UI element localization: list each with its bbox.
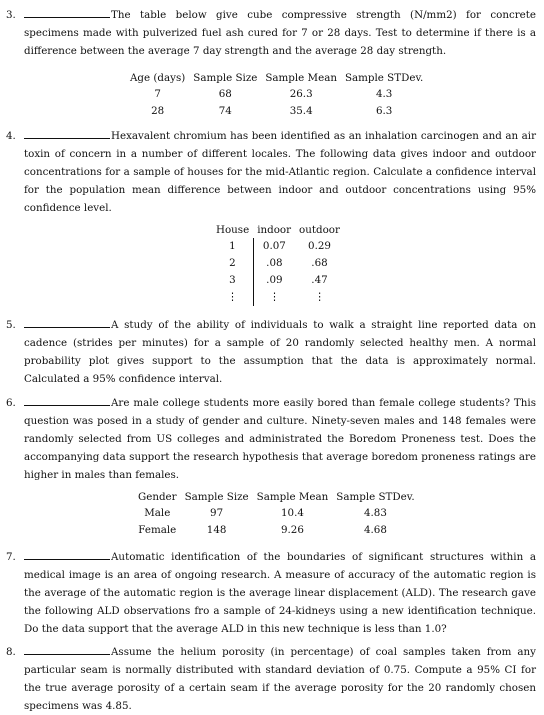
answer-blank[interactable] bbox=[24, 6, 110, 18]
table-row bbox=[126, 103, 427, 120]
table-cell: .68 bbox=[311, 257, 328, 269]
column-header: Age (days) bbox=[130, 72, 186, 84]
table-row bbox=[212, 238, 344, 255]
table-row bbox=[134, 522, 419, 539]
table-cell: 6.3 bbox=[375, 105, 393, 117]
column-header: Sample Mean bbox=[256, 491, 329, 503]
problem-text: Assume the helium porosity (in percentage) of coal samples taken from any particular seam is normally distributed with standard deviation of 0.75. Compute a 95% CI for the true average porosity of a certain seam if the average porosity for the 20 randomly chosen specimens was 4.85. bbox=[24, 646, 536, 712]
problem-7 bbox=[6, 548, 536, 638]
table-cell: 26.3 bbox=[289, 88, 313, 100]
table-row bbox=[212, 255, 344, 272]
problem-body bbox=[24, 6, 536, 60]
problem-body bbox=[24, 548, 536, 638]
problem-body bbox=[24, 394, 536, 484]
table-cell: Male bbox=[144, 507, 171, 519]
table-cell: 0.29 bbox=[308, 240, 331, 252]
column-header: House bbox=[216, 224, 250, 236]
boredom-table bbox=[134, 489, 419, 539]
problem-text: Hexavalent chromium has been identified as an inhalation carcinogen and an air toxin of concern in a number of different locales. The following data gives indoor and outdoor concentrations for a sample of houses for the mid-Atlantic region. Calculate a confidence interval for the population mean difference between indoor and outdoor concentrations using 95% confidence level. bbox=[24, 130, 536, 214]
answer-blank[interactable] bbox=[24, 127, 110, 139]
problem-text: Are male college students more easily bored than female college students? This question was posed in a study of gender and culture. Ninety-seven males and 148 females were randomly selected from US colleges and administrated the Boredom Proneness test. Does the accompanying data support the research hypothesis that average boredom proneness ratings are higher in males than females. bbox=[24, 397, 536, 481]
table-cell: 35.4 bbox=[289, 105, 313, 117]
problem-body bbox=[24, 643, 536, 715]
problem-text: Automatic identification of the boundaries of significant structures within a medical image is an area of ongoing research. A measure of accuracy of the automatic region is the average of the automatic region is the average linear displacement (ALD). The research gave the following ALD observations fro a sample of 24-kidneys using a new identification technique. Do the data support that the average ALD in this new technique is less than 1.0? bbox=[24, 551, 536, 635]
table-cell: 97 bbox=[210, 507, 224, 519]
table-cell: .08 bbox=[266, 257, 283, 269]
table-cell: 4.68 bbox=[363, 524, 387, 536]
answer-blank[interactable] bbox=[24, 316, 110, 328]
table-cell: 1 bbox=[212, 238, 253, 255]
column-header: Sample STDev. bbox=[336, 491, 415, 503]
chromium-table bbox=[212, 222, 344, 306]
table-cell: 4.3 bbox=[375, 88, 393, 100]
problem-number: 4. bbox=[6, 130, 16, 142]
problem-6 bbox=[6, 394, 536, 484]
answer-blank[interactable] bbox=[24, 548, 110, 560]
problem-8 bbox=[6, 643, 536, 715]
problem-number: 7. bbox=[6, 551, 16, 563]
table-cell: 10.4 bbox=[280, 507, 304, 519]
column-header: Gender bbox=[138, 491, 177, 503]
table-cell: 0.07 bbox=[262, 240, 286, 252]
table-cell: .47 bbox=[311, 274, 328, 286]
problem-text: A study of the ability of individuals to walk a straight line reported data on cadence (strides per minutes) for a sample of 20 randomly selected healthy men. A normal probability plot gives support to the assumption that the data is approximately normal. Calculated a 95% confidence interval. bbox=[24, 319, 536, 385]
table-cell: Female bbox=[138, 524, 177, 536]
table-cell: 28 bbox=[151, 105, 165, 117]
problem-5 bbox=[6, 316, 536, 388]
table-cell: .09 bbox=[266, 274, 283, 286]
problem-number: 8. bbox=[6, 646, 16, 658]
table-cell: ⋮ bbox=[314, 291, 325, 303]
problem-body bbox=[24, 127, 536, 217]
problem-number: 3. bbox=[6, 9, 16, 21]
problem-3 bbox=[6, 6, 536, 60]
column-header: Sample Size bbox=[184, 491, 249, 503]
table-cell: ⋮ bbox=[212, 289, 253, 306]
problem-body bbox=[24, 316, 536, 388]
table-cell: 7 bbox=[154, 88, 161, 100]
table-cell: 74 bbox=[218, 105, 232, 117]
table-cell: 2 bbox=[212, 255, 253, 272]
table-row bbox=[126, 86, 427, 103]
answer-blank[interactable] bbox=[24, 643, 110, 655]
table-cell: 3 bbox=[212, 272, 253, 289]
answer-blank[interactable] bbox=[24, 394, 110, 406]
table-row bbox=[212, 289, 344, 306]
problem-number: 6. bbox=[6, 397, 16, 409]
table-cell: ⋮ bbox=[269, 291, 280, 303]
table-cell: 68 bbox=[218, 88, 232, 100]
column-header: Sample STDev. bbox=[344, 72, 424, 84]
strength-table bbox=[126, 70, 427, 120]
column-header: indoor bbox=[257, 224, 292, 236]
column-header: Sample Size bbox=[193, 72, 258, 84]
table-cell: 9.26 bbox=[280, 524, 304, 536]
column-header: Sample Mean bbox=[265, 72, 337, 84]
problem-text: The table below give cube compressive strength (N/mm2) for concrete specimens made with pulverized fuel ash cured for 7 or 28 days. Test to determine if there is a difference between the average 7 day strength and the average 28 day strength. bbox=[24, 9, 536, 57]
problem-4 bbox=[6, 127, 536, 217]
problem-number: 5. bbox=[6, 319, 16, 331]
table-row bbox=[134, 505, 419, 522]
table-cell: 4.83 bbox=[363, 507, 387, 519]
column-header: outdoor bbox=[299, 224, 340, 236]
table-row bbox=[212, 272, 344, 289]
table-cell: 148 bbox=[206, 524, 227, 536]
